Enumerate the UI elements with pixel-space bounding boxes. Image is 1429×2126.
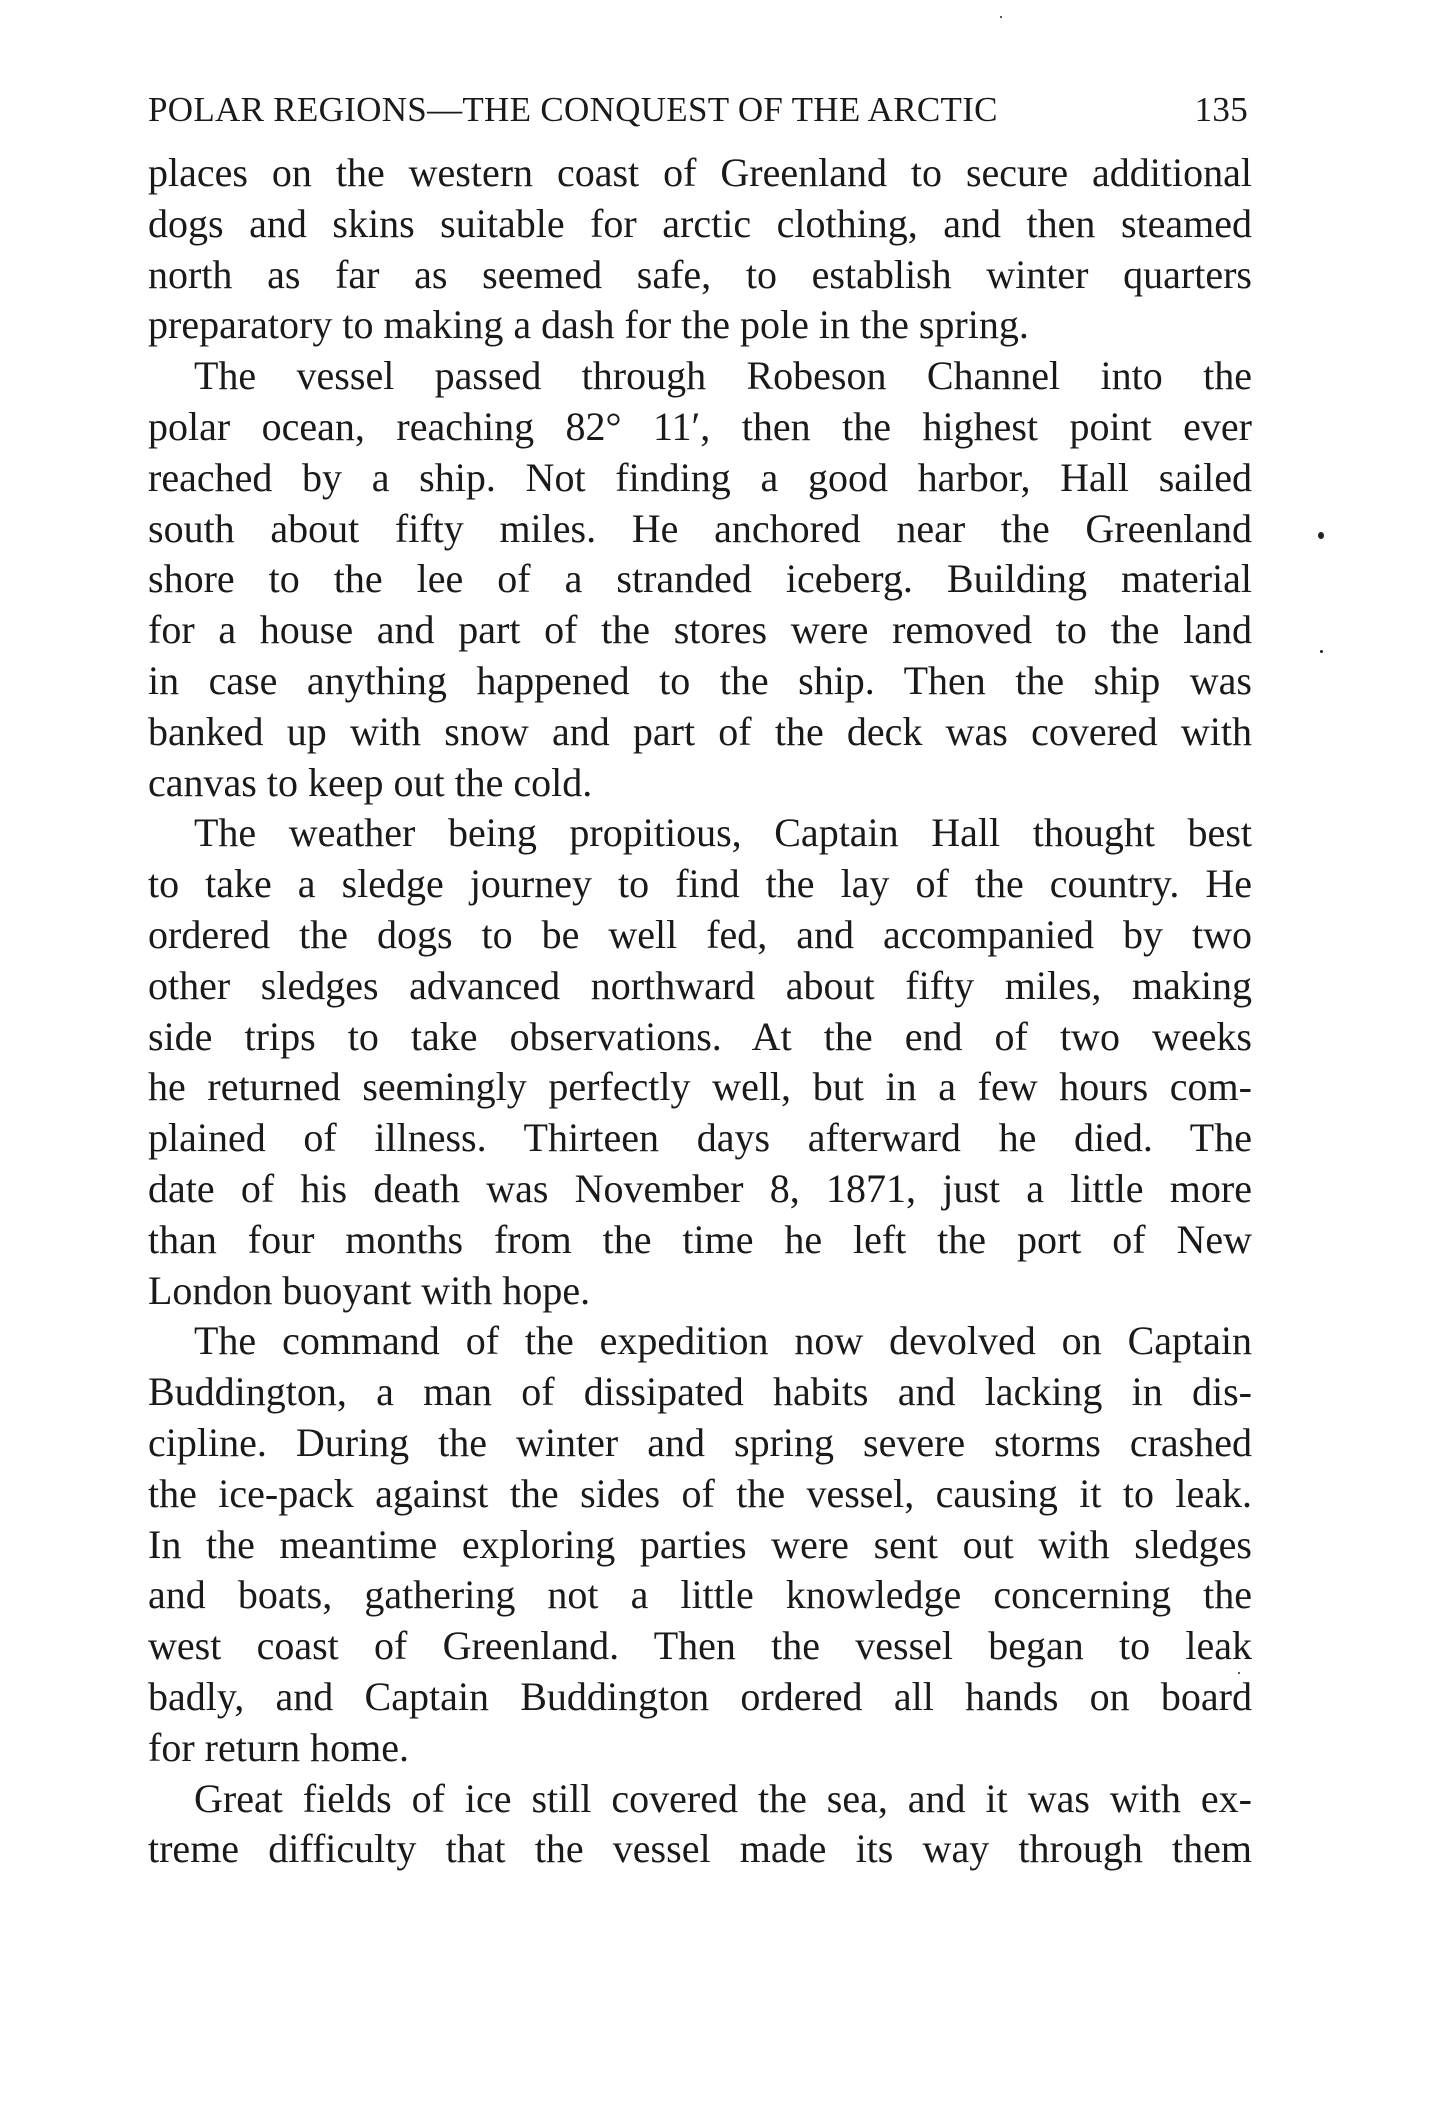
text-line: London buoyant with hope. bbox=[148, 1267, 591, 1313]
text-line: the ice-pack against the sides of the vessel, causing it to leak. bbox=[148, 1470, 1252, 1516]
text-line: The vessel passed through Robeson Channel into the bbox=[194, 353, 1252, 399]
text-line: he returned seemingly perfectly well, but in a few hours com- bbox=[148, 1064, 1252, 1110]
text-line: dogs and skins suitable for arctic clothing, and then steamed bbox=[148, 200, 1252, 246]
text-line: treme difficulty that the vessel made its way through them bbox=[148, 1826, 1252, 1872]
text-line: for return home. bbox=[148, 1724, 410, 1770]
book-page bbox=[148, 80, 1252, 1875]
text-line: side trips to take observations. At the end of two weeks bbox=[148, 1013, 1252, 1059]
text-line: than four months from the time he left the port of New bbox=[148, 1216, 1252, 1262]
paragraph bbox=[148, 1316, 1252, 1773]
text-line: in case anything happened to the ship. Then the ship was bbox=[148, 657, 1252, 703]
text-line: west coast of Greenland. Then the vessel began to leak bbox=[148, 1623, 1252, 1669]
body-text bbox=[148, 148, 1252, 1875]
paragraph bbox=[148, 1774, 1252, 1876]
scan-speck bbox=[1318, 532, 1324, 539]
text-line: The command of the expedition now devolved on Captain bbox=[194, 1318, 1252, 1364]
text-line: reached by a ship. Not finding a good harbor, Hall sailed bbox=[148, 454, 1252, 500]
text-line: and boats, gathering not a little knowledge concerning the bbox=[148, 1572, 1252, 1618]
text-line: shore to the lee of a stranded iceberg. Building material bbox=[148, 556, 1252, 602]
paragraph bbox=[148, 148, 1252, 351]
text-line: preparatory to making a dash for the pole in the spring. bbox=[148, 302, 1029, 348]
text-line: badly, and Captain Buddington ordered all hands on board bbox=[148, 1673, 1252, 1719]
text-line: canvas to keep out the cold. bbox=[148, 759, 593, 805]
text-line: In the meantime exploring parties were sent out with sledges bbox=[148, 1521, 1252, 1567]
text-line: south about fifty miles. He anchored near the Greenland bbox=[148, 505, 1252, 551]
text-line: date of his death was November 8, 1871, just a little more bbox=[148, 1165, 1252, 1211]
running-title: POLAR REGIONS—THE CONQUEST OF THE ARCTIC bbox=[148, 90, 998, 129]
paragraph bbox=[148, 808, 1252, 1316]
text-line: ordered the dogs to be well fed, and accompanied by two bbox=[148, 911, 1252, 957]
running-head bbox=[148, 80, 1252, 140]
text-line: cipline. During the winter and spring severe storms crashed bbox=[148, 1419, 1252, 1465]
text-line: places on the western coast of Greenland to secure additional bbox=[148, 150, 1252, 195]
text-line: polar ocean, reaching 82° 11′, then the highest point ever bbox=[148, 403, 1252, 449]
scan-speck bbox=[1320, 650, 1323, 653]
text-line: Buddington, a man of dissipated habits and lacking in dis- bbox=[148, 1369, 1252, 1415]
scan-speck bbox=[1238, 1672, 1240, 1674]
page-number: 135 bbox=[1194, 90, 1248, 129]
text-line: Great fields of ice still covered the sea, and it was with ex- bbox=[194, 1775, 1252, 1821]
text-line: plained of illness. Thirteen days afterward he died. The bbox=[148, 1115, 1252, 1161]
text-line: other sledges advanced northward about fifty miles, making bbox=[148, 962, 1252, 1008]
text-line: banked up with snow and part of the deck was covered with bbox=[148, 708, 1252, 754]
text-line: north as far as seemed safe, to establish winter quarters bbox=[148, 251, 1252, 297]
text-line: The weather being propitious, Captain Hall thought best bbox=[194, 810, 1252, 856]
scan-speck bbox=[1000, 16, 1002, 18]
text-line: to take a sledge journey to find the lay of the country. He bbox=[148, 861, 1252, 907]
text-line: for a house and part of the stores were removed to the land bbox=[148, 607, 1252, 653]
paragraph bbox=[148, 351, 1252, 808]
